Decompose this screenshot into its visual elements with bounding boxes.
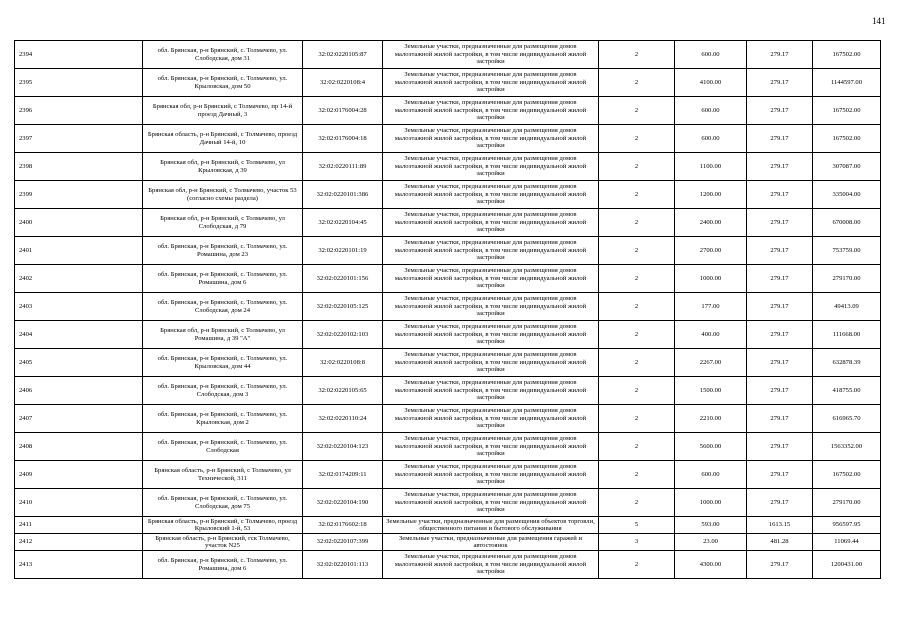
- address-cell: Брянская обл, р-н Брянский, с Толмачево, участок 53 (согласно схемы раздела): [143, 181, 303, 209]
- group-cell: 2: [599, 405, 675, 433]
- address-cell: Брянская обл, р-н Брянский, с Толмачево, ул Крыловская, д 39: [143, 153, 303, 181]
- group-cell: 5: [599, 517, 675, 534]
- specific-value-cell: 279.17: [747, 181, 813, 209]
- area-cell: 600.00: [675, 97, 747, 125]
- area-cell: 1000.00: [675, 489, 747, 517]
- address-cell: Брянская область, р-н Брянский, гск Толмачево, участок N25: [143, 534, 303, 551]
- row-number-cell: 2413: [15, 551, 143, 579]
- table-row: [15, 534, 881, 551]
- land-use-cell: Земельные участки, предназначенные для размещения домов малоэтажной жилой застройки, в том числе индивидуальной жилой застройки: [383, 41, 599, 69]
- cadastral-value-cell: 1144597.00: [813, 69, 881, 97]
- table-row: [15, 433, 881, 461]
- table-body: [15, 41, 881, 579]
- cadastral-value-cell: 335004.00: [813, 181, 881, 209]
- cadastral-number-cell: 32:02:0220101:19: [303, 237, 383, 265]
- cadastral-number-cell: 32:02:0220107:399: [303, 534, 383, 551]
- row-number-cell: 2411: [15, 517, 143, 534]
- row-number-cell: 2412: [15, 534, 143, 551]
- row-number-cell: 2394: [15, 41, 143, 69]
- cadastral-value-cell: 111668.00: [813, 321, 881, 349]
- land-use-cell: Земельные участки, предназначенные для размещения домов малоэтажной жилой застройки, в том числе индивидуальной жилой застройки: [383, 377, 599, 405]
- address-cell: обл. Брянская, р-н Брянский, с. Толмачево, ул. Крыловская, дом 50: [143, 69, 303, 97]
- land-use-cell: Земельные участки, предназначенные для размещения домов малоэтажной жилой застройки, в том числе индивидуальной жилой застройки: [383, 461, 599, 489]
- area-cell: 1100.00: [675, 153, 747, 181]
- specific-value-cell: 279.17: [747, 433, 813, 461]
- address-cell: Брянская область, р-н Брянский, с Толмачево, проезд Крыловский 1-й, 53: [143, 517, 303, 534]
- area-cell: 23.00: [675, 534, 747, 551]
- address-cell: обл. Брянская, р-н Брянский, с. Толмачево, ул. Слободская: [143, 433, 303, 461]
- table-row: [15, 551, 881, 579]
- land-use-cell: Земельные участки, предназначенные для размещения гаражей и автостоянок: [383, 534, 599, 551]
- group-cell: 2: [599, 69, 675, 97]
- cadastral-number-cell: 32:02:0220105:87: [303, 41, 383, 69]
- cadastral-value-cell: 167502.00: [813, 125, 881, 153]
- table-row: [15, 349, 881, 377]
- row-number-cell: 2403: [15, 293, 143, 321]
- specific-value-cell: 279.17: [747, 489, 813, 517]
- table-row: [15, 461, 881, 489]
- specific-value-cell: 279.17: [747, 97, 813, 125]
- specific-value-cell: 279.17: [747, 293, 813, 321]
- specific-value-cell: 279.17: [747, 69, 813, 97]
- area-cell: 5600.00: [675, 433, 747, 461]
- address-cell: обл. Брянская, р-н Брянский, с. Толмачево, ул. Ромашина, дом 6: [143, 551, 303, 579]
- cadastral-value-cell: 49413.09: [813, 293, 881, 321]
- specific-value-cell: 1613.15: [747, 517, 813, 534]
- cadastral-number-cell: 32:02:0220105:125: [303, 293, 383, 321]
- land-use-cell: Земельные участки, предназначенные для размещения домов малоэтажной жилой застройки, в том числе индивидуальной жилой застройки: [383, 153, 599, 181]
- cadastral-number-cell: 32:02:0220111:89: [303, 153, 383, 181]
- land-use-cell: Земельные участки, предназначенные для размещения объектов торговли, общественного питания и бытового обслуживания: [383, 517, 599, 534]
- area-cell: 593.00: [675, 517, 747, 534]
- group-cell: 2: [599, 321, 675, 349]
- table-row: [15, 377, 881, 405]
- group-cell: 2: [599, 237, 675, 265]
- table-row: [15, 41, 881, 69]
- row-number-cell: 2409: [15, 461, 143, 489]
- address-cell: Брянская область, р-н Брянский, с Толмачево, ул Технической, 311: [143, 461, 303, 489]
- cadastral-number-cell: 32:02:0174209:11: [303, 461, 383, 489]
- table-row: [15, 517, 881, 534]
- area-cell: 600.00: [675, 461, 747, 489]
- table-row: [15, 153, 881, 181]
- row-number-cell: 2397: [15, 125, 143, 153]
- land-use-cell: Земельные участки, предназначенные для размещения домов малоэтажной жилой застройки, в том числе индивидуальной жилой застройки: [383, 433, 599, 461]
- land-use-cell: Земельные участки, предназначенные для размещения домов малоэтажной жилой застройки, в том числе индивидуальной жилой застройки: [383, 321, 599, 349]
- cadastral-value-cell: 279170.00: [813, 489, 881, 517]
- cadastral-number-cell: 32:02:0220101:113: [303, 551, 383, 579]
- specific-value-cell: 279.17: [747, 349, 813, 377]
- row-number-cell: 2406: [15, 377, 143, 405]
- address-cell: Брянская обл, р-н Брянский, с Толмачево, ул Слободская, д 79: [143, 209, 303, 237]
- cadastral-value-cell: 632878.39: [813, 349, 881, 377]
- area-cell: 600.00: [675, 41, 747, 69]
- cadastral-number-cell: 32:02:0176004:28: [303, 97, 383, 125]
- cadastral-number-cell: 32:02:0220108:4: [303, 69, 383, 97]
- cadastral-number-cell: 32:02:0220108:8: [303, 349, 383, 377]
- table-row: [15, 293, 881, 321]
- specific-value-cell: 279.17: [747, 237, 813, 265]
- cadastral-number-cell: 32:02:0220104:123: [303, 433, 383, 461]
- group-cell: 2: [599, 97, 675, 125]
- address-cell: обл. Брянская, р-н Брянский, с. Толмачево, ул. Слободская, дом 3: [143, 377, 303, 405]
- cadastral-value-cell: 11069.44: [813, 534, 881, 551]
- area-cell: 2267.00: [675, 349, 747, 377]
- table-row: [15, 321, 881, 349]
- cadastral-number-cell: 32:02:0220101:156: [303, 265, 383, 293]
- land-use-cell: Земельные участки, предназначенные для размещения домов малоэтажной жилой застройки, в том числе индивидуальной жилой застройки: [383, 181, 599, 209]
- cadastral-value-cell: 670008.00: [813, 209, 881, 237]
- specific-value-cell: 279.17: [747, 153, 813, 181]
- land-use-cell: Земельные участки, предназначенные для размещения домов малоэтажной жилой застройки, в том числе индивидуальной жилой застройки: [383, 209, 599, 237]
- address-cell: обл. Брянская, р-н Брянский, с. Толмачево, ул. Крыловская, дом 2: [143, 405, 303, 433]
- specific-value-cell: 279.17: [747, 321, 813, 349]
- area-cell: 600.00: [675, 125, 747, 153]
- address-cell: обл. Брянская, р-н Брянский, с. Толмачево, ул. Ромашина, дом 6: [143, 265, 303, 293]
- specific-value-cell: 279.17: [747, 405, 813, 433]
- cadastral-number-cell: 32:02:0220105:65: [303, 377, 383, 405]
- cadastral-value-table: [14, 40, 881, 579]
- specific-value-cell: 481.28: [747, 534, 813, 551]
- cadastral-number-cell: 32:02:0220110:24: [303, 405, 383, 433]
- row-number-cell: 2395: [15, 69, 143, 97]
- land-use-cell: Земельные участки, предназначенные для размещения домов малоэтажной жилой застройки, в том числе индивидуальной жилой застройки: [383, 405, 599, 433]
- table-row: [15, 97, 881, 125]
- cadastral-number-cell: 32:02:0176004:18: [303, 125, 383, 153]
- cadastral-value-cell: 418755.00: [813, 377, 881, 405]
- group-cell: 2: [599, 349, 675, 377]
- specific-value-cell: 279.17: [747, 209, 813, 237]
- specific-value-cell: 279.17: [747, 125, 813, 153]
- group-cell: 2: [599, 41, 675, 69]
- group-cell: 2: [599, 181, 675, 209]
- row-number-cell: 2410: [15, 489, 143, 517]
- cadastral-number-cell: 32:02:0220101:386: [303, 181, 383, 209]
- table-row: [15, 405, 881, 433]
- land-use-cell: Земельные участки, предназначенные для размещения домов малоэтажной жилой застройки, в том числе индивидуальной жилой застройки: [383, 551, 599, 579]
- cadastral-value-cell: 167502.00: [813, 41, 881, 69]
- land-use-cell: Земельные участки, предназначенные для размещения домов малоэтажной жилой застройки, в том числе индивидуальной жилой застройки: [383, 489, 599, 517]
- row-number-cell: 2402: [15, 265, 143, 293]
- cadastral-value-cell: 307087.00: [813, 153, 881, 181]
- area-cell: 400.00: [675, 321, 747, 349]
- cadastral-number-cell: 32:02:0220102:103: [303, 321, 383, 349]
- row-number-cell: 2399: [15, 181, 143, 209]
- row-number-cell: 2404: [15, 321, 143, 349]
- group-cell: 2: [599, 489, 675, 517]
- land-use-cell: Земельные участки, предназначенные для размещения домов малоэтажной жилой застройки, в том числе индивидуальной жилой застройки: [383, 349, 599, 377]
- row-number-cell: 2408: [15, 433, 143, 461]
- group-cell: 2: [599, 265, 675, 293]
- cadastral-number-cell: 32:02:0220104:45: [303, 209, 383, 237]
- row-number-cell: 2401: [15, 237, 143, 265]
- cadastral-value-cell: 1563352.00: [813, 433, 881, 461]
- cadastral-number-cell: 32:02:0176602:18: [303, 517, 383, 534]
- row-number-cell: 2407: [15, 405, 143, 433]
- address-cell: обл. Брянская, р-н Брянский, с. Толмачево, ул. Крыловская, дом 44: [143, 349, 303, 377]
- cadastral-value-cell: 1200431.00: [813, 551, 881, 579]
- address-cell: обл. Брянская, р-н Брянский, с. Толмачево, ул. Ромашина, дом 23: [143, 237, 303, 265]
- group-cell: 2: [599, 461, 675, 489]
- row-number-cell: 2405: [15, 349, 143, 377]
- table-row: [15, 69, 881, 97]
- area-cell: 177.00: [675, 293, 747, 321]
- group-cell: 2: [599, 209, 675, 237]
- address-cell: Брянская обл, р-н Брянский, с Толмачево, пр 14-й проезд Дачный, 3: [143, 97, 303, 125]
- address-cell: Брянская обл, р-н Брянский, с Толмачево, ул Ромашина, д 39 "А": [143, 321, 303, 349]
- table-row: [15, 265, 881, 293]
- specific-value-cell: 279.17: [747, 41, 813, 69]
- group-cell: 2: [599, 433, 675, 461]
- area-cell: 1200.00: [675, 181, 747, 209]
- row-number-cell: 2398: [15, 153, 143, 181]
- table-row: [15, 489, 881, 517]
- table-row: [15, 209, 881, 237]
- table-row: [15, 237, 881, 265]
- cadastral-value-cell: 167502.00: [813, 461, 881, 489]
- address-cell: обл. Брянская, р-н Брянский, с. Толмачево, ул. Слободская, дом 31: [143, 41, 303, 69]
- land-use-cell: Земельные участки, предназначенные для размещения домов малоэтажной жилой застройки, в том числе индивидуальной жилой застройки: [383, 125, 599, 153]
- specific-value-cell: 279.17: [747, 377, 813, 405]
- specific-value-cell: 279.17: [747, 551, 813, 579]
- address-cell: обл. Брянская, р-н Брянский, с. Толмачево, ул. Слободская, дом 24: [143, 293, 303, 321]
- cadastral-value-cell: 279170.00: [813, 265, 881, 293]
- group-cell: 2: [599, 377, 675, 405]
- area-cell: 4300.00: [675, 551, 747, 579]
- address-cell: обл. Брянская, р-н Брянский, с. Толмачево, ул. Слободская, дом 75: [143, 489, 303, 517]
- group-cell: 2: [599, 293, 675, 321]
- specific-value-cell: 279.17: [747, 265, 813, 293]
- land-use-cell: Земельные участки, предназначенные для размещения домов малоэтажной жилой застройки, в том числе индивидуальной жилой застройки: [383, 237, 599, 265]
- table-row: [15, 181, 881, 209]
- page-number: 141: [872, 16, 886, 26]
- group-cell: 2: [599, 551, 675, 579]
- area-cell: 4100.00: [675, 69, 747, 97]
- cadastral-value-cell: 956597.95: [813, 517, 881, 534]
- cadastral-number-cell: 32:02:0220104:190: [303, 489, 383, 517]
- group-cell: 2: [599, 125, 675, 153]
- area-cell: 2210.00: [675, 405, 747, 433]
- area-cell: 2400.00: [675, 209, 747, 237]
- land-use-cell: Земельные участки, предназначенные для размещения домов малоэтажной жилой застройки, в том числе индивидуальной жилой застройки: [383, 293, 599, 321]
- specific-value-cell: 279.17: [747, 461, 813, 489]
- group-cell: 3: [599, 534, 675, 551]
- area-cell: 1500.00: [675, 377, 747, 405]
- area-cell: 1000.00: [675, 265, 747, 293]
- land-use-cell: Земельные участки, предназначенные для размещения домов малоэтажной жилой застройки, в том числе индивидуальной жилой застройки: [383, 265, 599, 293]
- address-cell: Брянская область, р-н Брянский, с Толмачево, проезд Дачный 14-й, 10: [143, 125, 303, 153]
- group-cell: 2: [599, 153, 675, 181]
- row-number-cell: 2400: [15, 209, 143, 237]
- cadastral-value-cell: 753759.00: [813, 237, 881, 265]
- cadastral-value-cell: 616965.70: [813, 405, 881, 433]
- cadastral-value-cell: 167502.00: [813, 97, 881, 125]
- area-cell: 2700.00: [675, 237, 747, 265]
- land-use-cell: Земельные участки, предназначенные для размещения домов малоэтажной жилой застройки, в том числе индивидуальной жилой застройки: [383, 97, 599, 125]
- row-number-cell: 2396: [15, 97, 143, 125]
- table-row: [15, 125, 881, 153]
- land-use-cell: Земельные участки, предназначенные для размещения домов малоэтажной жилой застройки, в том числе индивидуальной жилой застройки: [383, 69, 599, 97]
